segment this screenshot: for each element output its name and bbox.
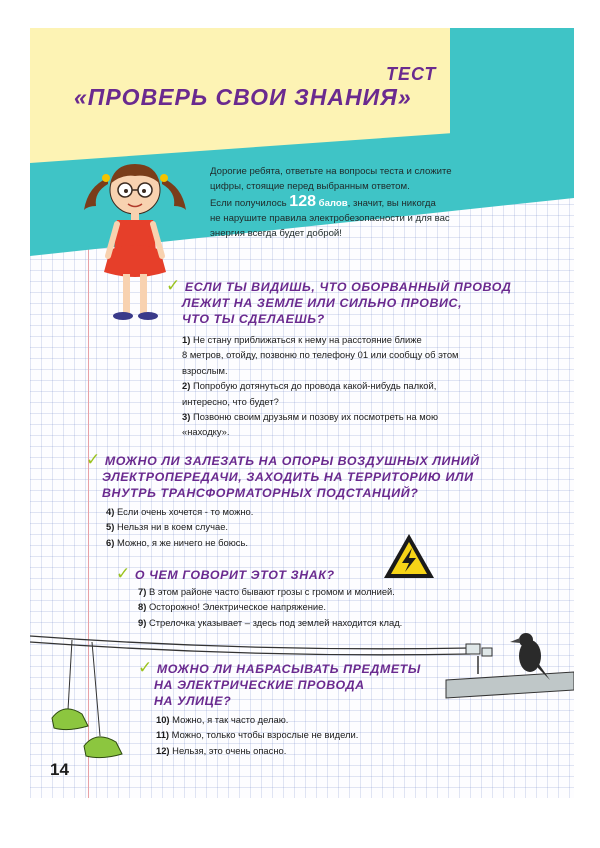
score-number: 128 (289, 193, 316, 210)
checkmark-icon: ✓ (116, 564, 131, 583)
intro-line (210, 194, 540, 211)
page-title: «ПРОВЕРЬ СВОИ ЗНАНИЯ» (74, 84, 412, 110)
answer-text: Стрелочка указывает – здесь под землей находится клад. (148, 616, 403, 628)
answer-text: 8 метров, отойду, позвоню по телефону 01 или сообщу об этом (182, 349, 459, 361)
answer-text: Если очень хочется - то можно. (116, 506, 254, 517)
intro-line: цифры, стоящие перед выбранным ответом. (210, 181, 410, 192)
question-text: МОЖНО ЛИ НАБРАСЫВАТЬ ПРЕДМЕТЫ (156, 662, 421, 676)
answer-line (182, 409, 459, 424)
answer-line (106, 535, 253, 550)
intro-text (210, 164, 540, 241)
intro-line: энергия всегда будет доброй! (210, 228, 342, 239)
question-line (86, 452, 480, 469)
answer-number: 7) (138, 586, 147, 597)
question-4-heading (138, 660, 421, 709)
score-unit: балов (316, 198, 348, 209)
intro-line: Дорогие ребята, ответьте на вопросы теста и сложите (210, 166, 452, 177)
high-voltage-warning-icon (382, 532, 436, 580)
answer-number: 4) (106, 506, 115, 517)
answer-text: Позвоню своим друзьям и позову их посмотреть на мою (192, 411, 438, 423)
answer-number: 2) (182, 380, 191, 392)
answer-line (156, 727, 358, 742)
answer-line (182, 347, 459, 362)
answer-text: Можно, я же ничего не боюсь. (116, 536, 248, 548)
answer-line (182, 424, 459, 439)
answer-number: 12) (156, 744, 170, 756)
answer-text: взрослым. (182, 364, 228, 376)
question-4-answers (156, 712, 358, 758)
intro-segment: Если получилось (210, 198, 290, 209)
question-text: О ЧЕМ ГОВОРИТ ЭТОТ ЗНАК? (134, 568, 335, 582)
page-number: 14 (50, 760, 69, 779)
intro-segment: , значит, вы никогда (347, 198, 436, 209)
question-line: НА ЭЛЕКТРИЧЕСКИЕ ПРОВОДА (154, 678, 365, 692)
answer-number: 9) (138, 616, 147, 628)
answer-line (182, 394, 459, 409)
question-line (166, 278, 511, 295)
checkmark-icon: ✓ (86, 450, 101, 469)
answer-line (182, 332, 459, 347)
question-line: ЛЕЖИТ НА ЗЕМЛЕ ИЛИ СИЛЬНО ПРОВИС, (182, 296, 463, 310)
answer-text: интересно, что будет? (182, 395, 279, 407)
answer-text: В этом районе часто бывают грозы с громом и молнией. (148, 586, 395, 597)
question-text: ЕСЛИ ТЫ ВИДИШЬ, ЧТО ОБОРВАННЫЙ ПРОВОД (184, 280, 512, 294)
answer-number: 5) (106, 521, 115, 533)
question-1-answers (182, 332, 459, 440)
score-highlight (289, 193, 348, 210)
answer-line (106, 519, 253, 534)
answer-line (182, 378, 459, 393)
answer-line (156, 743, 358, 758)
question-line: НА УЛИЦЕ? (154, 694, 232, 708)
question-3-heading (116, 566, 335, 583)
answer-text: Нельзя ни в коем случае. (116, 521, 229, 533)
answer-text: Осторожно! Электрическое напряжение. (148, 601, 326, 613)
question-line: ЧТО ТЫ СДЕЛАЕШЬ? (182, 312, 325, 326)
answer-number: 8) (138, 601, 147, 613)
answer-number: 3) (182, 411, 191, 423)
answer-text: «находку». (182, 426, 230, 438)
question-line: ЭЛЕКТРОПЕРЕДАЧИ, ЗАХОДИТЬ НА ТЕРРИТОРИЮ ИЛИ (102, 470, 474, 484)
checkmark-icon: ✓ (138, 658, 153, 677)
intro-line: не нарушите правила электробезопасности и для вас (210, 213, 450, 224)
answer-line (138, 599, 402, 614)
answer-number: 11) (156, 729, 170, 741)
question-line (116, 566, 335, 583)
answer-line (156, 712, 358, 727)
checkmark-icon: ✓ (166, 276, 181, 295)
answer-text: Не стану приближаться к нему на расстояние ближе (192, 334, 422, 345)
question-2-answers (106, 504, 253, 550)
answer-text: Можно, только чтобы взрослые не видели. (171, 729, 359, 741)
test-label: ТЕСТ (386, 64, 437, 84)
question-1-heading (166, 278, 511, 327)
question-line: ВНУТРЬ ТРАНСФОРМАТОРНЫХ ПОДСТАНЦИЙ? (102, 486, 419, 500)
question-line (138, 660, 421, 677)
answer-number: 6) (106, 536, 115, 548)
worksheet-page (30, 28, 574, 798)
answer-text: Можно, я так часто делаю. (172, 714, 289, 725)
answer-line (182, 363, 459, 378)
answer-text: Попробую дотянуться до провода какой-нибудь палкой, (192, 380, 437, 392)
question-text: МОЖНО ЛИ ЗАЛЕЗАТЬ НА ОПОРЫ ВОЗДУШНЫХ ЛИНИЙ (104, 454, 480, 468)
answer-line (106, 504, 253, 519)
question-2-heading (86, 452, 480, 501)
answer-text: Нельзя, это очень опасно. (172, 744, 287, 756)
answer-number: 10) (156, 714, 170, 725)
answer-number: 1) (182, 334, 191, 345)
answer-line (138, 584, 402, 599)
